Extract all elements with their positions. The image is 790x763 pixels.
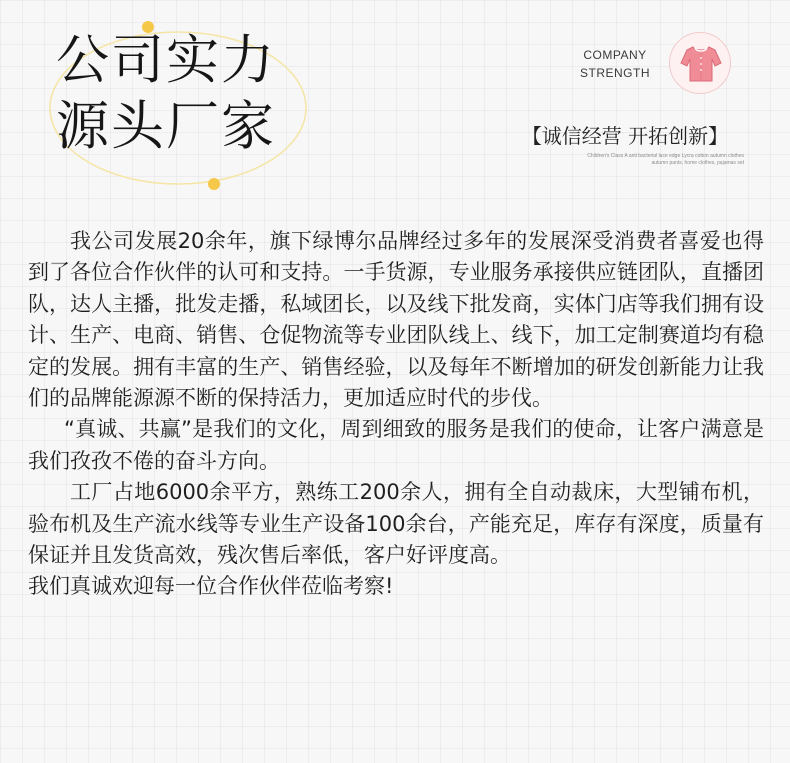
fine-print-line-1: Children's Class A anti bacterial lace edge Lycra cotton autumn clothes <box>587 153 744 159</box>
decorative-dot-bottom <box>208 178 220 190</box>
paragraph-invitation: 我们真诚欢迎每一位合作伙伴莅临考察! <box>28 574 394 599</box>
slogan: 【诚信经营 开拓创新】 <box>521 124 729 148</box>
paragraph-history: 我公司发展20余年，旗下绿博尔品牌经过多年的发展深受消费者喜爱也得到了各位合作伙伴的认可和支持。一手货源，专业服务承接供应链团队，直播团队，达人主播，批发走播，私域团长，以及线下批发商，实体门店等我们拥有设计、生产、电商、销售、仓促物流等专业团队线上、线下，加工定制赛道均有稳定的发展。拥有丰富的生产、销售经验，以及每年不断增加的研发创新能力让我们的品牌能源源不断的保持活力，更加适应时代的步伐。 <box>28 229 764 411</box>
company-description <box>28 226 764 603</box>
fine-print-line-2: autumn pants, home clothes, pajamas set <box>651 160 744 166</box>
avatar <box>669 32 731 94</box>
page-title <box>56 28 316 160</box>
fine-print <box>548 153 744 167</box>
paragraph-culture: “真诚、共赢”是我们的文化，周到细致的服务是我们的使命，让客户满意是我们孜孜不倦的奋斗方向。 <box>28 417 764 473</box>
company-strength-label <box>560 46 670 82</box>
paragraph-factory: 工厂占地6000余平方，熟练工200余人，拥有全自动裁床，大型铺布机，验布机及生产流水线等专业生产设备100余台，产能充足，库存有深度，质量有保证并且发货高效，残次售后率低，客户好评度高。 <box>28 480 764 568</box>
header <box>0 0 790 210</box>
title-line-2: 源头厂家 <box>56 96 276 157</box>
pink-shirt-icon <box>679 43 723 85</box>
company-label-line-2: STRENGTH <box>580 66 650 80</box>
title-line-1: 公司实力 <box>56 30 276 91</box>
company-label-line-1: COMPANY <box>583 48 647 62</box>
